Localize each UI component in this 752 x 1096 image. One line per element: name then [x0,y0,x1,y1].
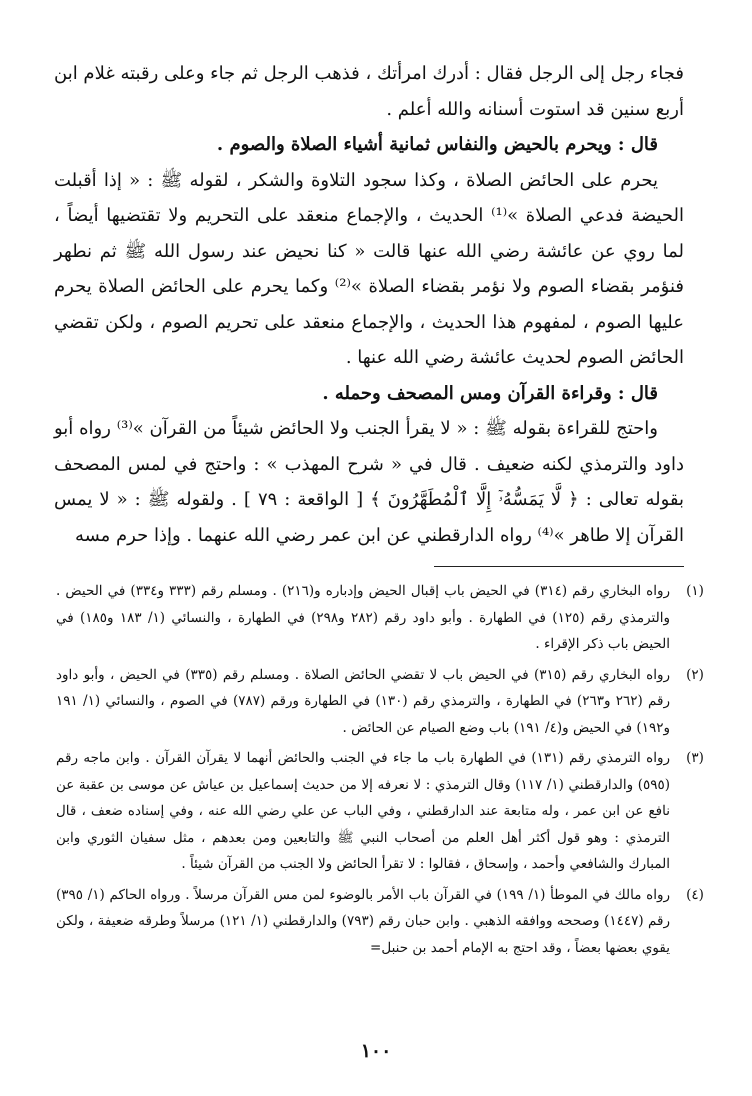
footnote-separator [434,566,684,567]
footnote-3 [56,745,712,878]
footnote-4 [56,882,712,962]
footnote-text: رواه الترمذي رقم (١٣١) في الطهارة باب ما جاء في الجنب والحائض أنهما لا يقرآن القرآن . وابن ماجه رقم (٥٩٥) والدارقطني (١/ ١١٧) وقال الترمذي : لا نعرفه إلا من حديث إسماعيل بن عياش عن موسى بن عقبة عن نافع عن ابن عمر ، وله متابعة عند الدارقطني ، وفي الباب عن علي رضي الله عنه ، وفي إسناده ضعف ، قال الترمذي : وهو قول أكثر أهل العلم من أصحاب النبي ﷺ والتابعين ومن بعدهم ، مثل سفيان الثوري وابن المبارك والشافعي وأحمد ، وإسحاق ، فقالوا : لا تقرأ الحائض ولا الجنب من القرآن شيئاً . [56,750,671,872]
page-number: ١٠٠ [360,1040,392,1062]
main-text [54,56,684,553]
paragraph-1: فجاء رجل إلى الرجل فقال : أدرك امرأتك ، فذهب الرجل ثم جاء وعلى رقبته غلام ابن أربع سنين قد استوت أسنانه والله أعلم . [54,63,684,120]
paragraph-3: واحتج للقراءة بقوله ﷺ : « لا يقرأ الجنب ولا الحائض شيئاً من القرآن »⁽³⁾ رواه أبو داود والترمذي لكنه ضعيف . قال في « شرح المهذب » : واحتج في لمس المصحف بقوله تعالى : ﴿ لَّا يَمَسُّهُۥٓ إِلَّا ٱلْمُطَهَّرُونَ ﴾ [ الواقعة : ٧٩ ] . ولقوله ﷺ : « لا يمس القرآن إلا طاهر »⁽⁴⁾ رواه الدارقطني عن ابن عمر رضي الله عنهما . وإذا حرم مسه [54,418,684,546]
section-heading-2: قال : وقراءة القرآن ومس المصحف وحمله . [322,382,658,404]
footnote-2 [56,662,712,742]
footnote-number: (١) [686,583,704,599]
footnote-number: (٣) [686,750,704,766]
footnote-text: رواه البخاري رقم (٣١٤) في الحيض باب إقبال الحيض وإدباره و(٢١٦) . ومسلم رقم (٣٣٣ و٣٣٤) في الحيض . والترمذي رقم (١٢٥) في الطهارة . وأبو داود رقم (٢٨٢ و٢٩٨) في الطهارة ، والنسائي (١/ ١٨٣ و١٨٥) في الحيض باب ذكر الإقراء . [56,583,670,652]
section-heading-1: قال : ويحرم بالحيض والنفاس ثمانية أشياء الصلاة والصوم . [216,134,658,155]
footnote-number: (٢) [686,666,704,683]
paragraph-2: يحرم على الحائض الصلاة ، وكذا سجود التلاوة والشكر ، لقوله ﷺ : « إذا أقبلت الحيضة فدعي الصلاة »⁽¹⁾ الحديث ، والإجماع منعقد على التحريم ولا تقتضيها أيضاً ، لما روي عن عائشة رضي الله عنها قالت « كنا نحيض عند رسول الله ﷺ ثم نطهر فنؤمر بقضاء الصوم ولا نؤمر بقضاء الصلاة »⁽²⁾ وكما يحرم على الحائض الصلاة يحرم عليها الصوم ، لمفهوم هذا الحديث ، والإجماع منعقد على تحريم الصوم ، ولكن تقضي الحائض الصوم لحديث عائشة رضي الله عنها . [54,169,684,368]
footnote-number: (٤) [686,886,704,903]
footnote-text: رواه البخاري رقم (٣١٥) في الحيض باب لا تقضي الحائض الصلاة . ومسلم رقم (٣٣٥) في الحيض ، وأبو داود رقم (٢٦٢ و٢٦٣) في الطهارة ، والترمذي رقم (١٣٠) في الطهارة ورقم (٧٨٧) في الصوم ، والنسائي (١/ ١٩١ و١٩٢) في الحيض و(٤/ ١٩١) باب وضع الصيام عن الحائض . [56,666,670,736]
footnotes [56,578,712,965]
footnote-1 [56,578,712,658]
footnote-text: رواه مالك في الموطأ (١/ ١٩٩) في القرآن باب الأمر بالوضوء لمن مس القرآن مرسلاً . ورواه الحاكم (١/ ٣٩٥) رقم (١٤٤٧) وصححه ووافقه الذهبي . وابن حبان رقم (٧٩٣) والدارقطني (١/ ١٢١) مرسلاً وطرقه ضعيفة ، ولكن يقوي بعضها بعضاً ، وقد احتج به الإمام أحمد بن حنبل= [56,886,671,956]
